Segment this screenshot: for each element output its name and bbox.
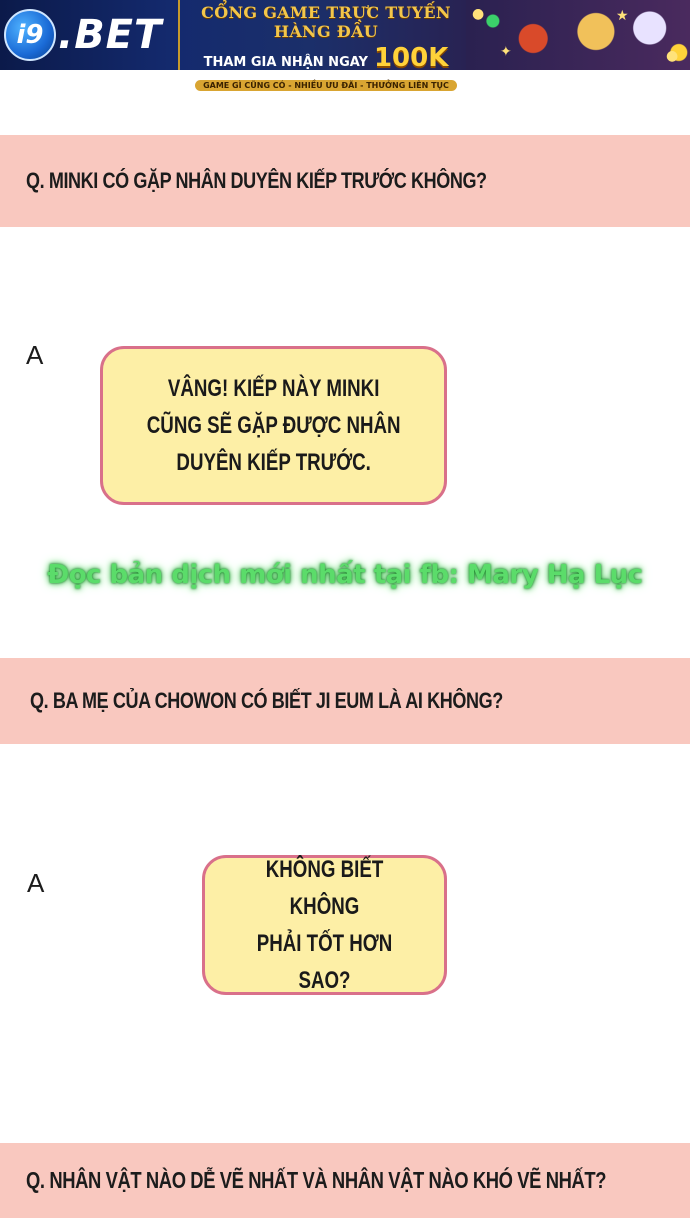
ad-banner[interactable] — [0, 0, 690, 90]
question-text: Q. MINKI CÓ GẶP NHÂN DUYÊN KIẾP TRƯỚC KHÔNG? — [26, 168, 487, 193]
i9bet-logo[interactable] — [4, 8, 174, 62]
question-text: Q. BA MẸ CỦA CHOWON CÓ BIẾT JI EUM LÀ AI KHÔNG? — [30, 688, 503, 713]
banner-divider — [178, 0, 180, 70]
banner-offer-amount: 100K — [373, 43, 449, 73]
translator-credit: Đọc bản dịch mới nhất tại fb: Mary Hạ Lục — [47, 560, 643, 590]
logo-text: .BET — [58, 12, 163, 58]
question-bar-3 — [0, 1143, 690, 1218]
star-icon: ★ — [616, 8, 629, 24]
answer-bubble-2 — [202, 855, 447, 995]
logo-badge: i9 — [4, 9, 56, 61]
banner-offer-prefix: THAM GIA NHẬN NGAY — [203, 55, 368, 70]
answer-text: VÂNG! KIẾP NÀY MINKI CŨNG SẼ GẶP ĐƯỢC NHÂN DUYÊN KIẾP TRƯỚC. — [146, 375, 401, 476]
banner-offer — [186, 43, 466, 73]
question-bar-2 — [0, 658, 690, 744]
banner-character-art — [466, 0, 690, 70]
answer-label: A — [26, 340, 44, 370]
question-bar-1 — [0, 135, 690, 227]
banner-text — [186, 3, 466, 92]
coin-icon: ● — [472, 6, 485, 22]
coin-icon: ● — [666, 48, 679, 64]
answer-bubble-1 — [100, 346, 447, 505]
answer-label: A — [27, 868, 45, 898]
question-text: Q. NHÂN VẬT NÀO DỄ VẼ NHẤT VÀ NHÂN VẬT NÀO KHÓ VẼ NHẤT? — [26, 1167, 607, 1193]
banner-tagline: GAME GÌ CŨNG CÓ - NHIỀU ƯU ĐÃI - THƯỞNG LIÊN TỤC — [195, 80, 457, 91]
answer-text: KHÔNG BIẾT KHÔNG PHẢI TỐT HƠN SAO? — [256, 856, 393, 994]
banner-headline: CỔNG GAME TRỰC TUYẾN HÀNG ĐẦU — [201, 3, 451, 41]
sparkle-icon: ✦ — [500, 44, 512, 60]
